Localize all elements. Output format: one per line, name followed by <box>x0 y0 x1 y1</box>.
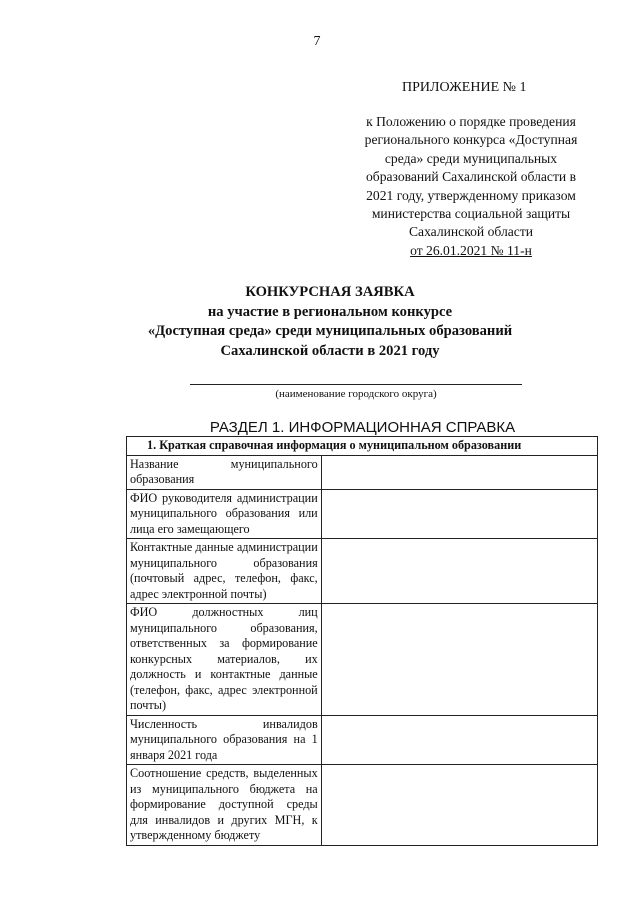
district-name-line[interactable] <box>190 384 522 385</box>
row-label: Название муниципального образования <box>127 455 322 489</box>
table-row <box>127 539 598 604</box>
row-label: ФИО должностных лиц муниципального образования, ответственных за формирование конкурсных материалов, их должность и контактные данные (телефон, факс, адрес электронной почты) <box>127 604 322 716</box>
table-row <box>127 715 598 765</box>
form-title-line: КОНКУРСНАЯ ЗАЯВКА <box>245 284 415 300</box>
row-label: Соотношение средств, выделенных из муниципального бюджета на формирование доступной среды для инвалидов и других МГН, к утвержденному бюджету <box>127 765 322 846</box>
row-label: ФИО руководителя администрации муниципального образования или лица его замещающего <box>127 489 322 539</box>
table-row <box>127 765 598 846</box>
row-label: Численность инвалидов муниципального образования на 1 января 2021 года <box>127 715 322 765</box>
row-value-cell[interactable] <box>321 539 597 604</box>
table-header-row <box>127 437 598 456</box>
form-title-line: Сахалинской области в 2021 году <box>220 342 440 359</box>
appendix-reference-line: 2021 году, утвержденному приказом <box>366 187 576 203</box>
appendix-reference-line: министерства социальной защиты <box>371 206 571 222</box>
table-row <box>127 455 598 489</box>
table-row <box>127 604 598 716</box>
form-title-line: «Доступная среда» среди муниципальных образований <box>147 323 513 339</box>
row-value-cell[interactable] <box>321 604 597 716</box>
row-value-cell[interactable] <box>321 489 597 539</box>
row-value-cell[interactable] <box>321 765 597 846</box>
order-reference: от 26.01.2021 № 11-н <box>410 242 532 258</box>
row-value-cell[interactable] <box>321 455 597 489</box>
form-title-line: на участие в региональном конкурсе <box>207 303 453 320</box>
district-name-caption: (наименование городского округа) <box>275 388 437 400</box>
table-header: 1. Краткая справочная информация о муниципальном образовании <box>127 437 598 456</box>
section-title: РАЗДЕЛ 1. ИНФОРМАЦИОННАЯ СПРАВКА <box>209 419 516 436</box>
appendix-reference-line: образований Сахалинской области в <box>365 169 576 185</box>
table-row <box>127 489 598 539</box>
row-value-cell[interactable] <box>321 715 597 765</box>
row-label: Контактные данные администрации муниципального образования (почтовый адрес, телефон, факс, адрес электронной почты) <box>127 539 322 604</box>
appendix-title: ПРИЛОЖЕНИЕ № 1 <box>402 80 527 95</box>
appendix-reference-line: регионального конкурса «Доступная <box>364 132 578 148</box>
form-title <box>80 283 580 361</box>
info-table <box>126 436 598 846</box>
appendix-reference-line: среда» среди муниципальных <box>384 150 558 166</box>
appendix-reference <box>340 113 602 260</box>
appendix-reference-line: Сахалинской области <box>408 224 534 240</box>
appendix-reference-line: к Положению о порядке проведения <box>366 114 576 129</box>
page-number: 7 <box>313 34 321 49</box>
